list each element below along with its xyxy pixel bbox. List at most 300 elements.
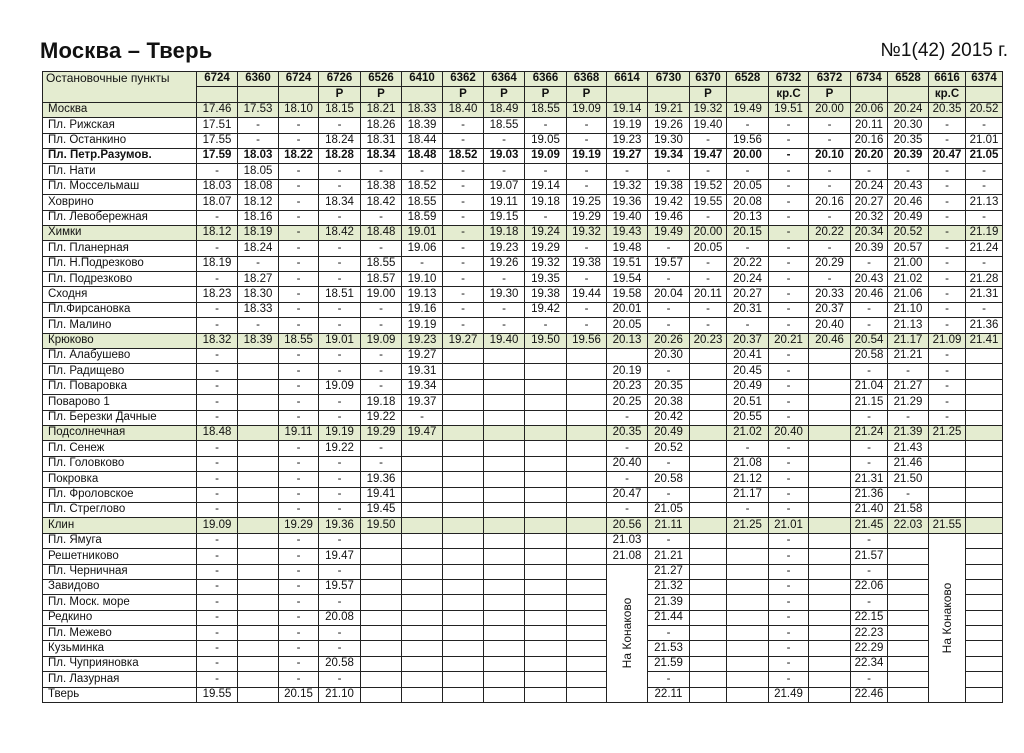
departure-time — [966, 564, 1003, 579]
departure-time: - — [929, 179, 966, 194]
departure-time — [238, 395, 279, 410]
departure-time: 20.42 — [648, 410, 690, 425]
train-number: 6362 — [443, 72, 484, 87]
departure-time — [727, 579, 769, 594]
departure-time — [525, 626, 567, 641]
departure-time — [443, 564, 484, 579]
departure-time: 18.03 — [197, 179, 238, 194]
departure-time: 20.15 — [279, 687, 319, 702]
departure-time: - — [319, 626, 361, 641]
timetable-row — [43, 225, 1003, 240]
departure-time: 18.33 — [402, 102, 443, 117]
departure-time: - — [279, 487, 319, 502]
departure-time: - — [319, 395, 361, 410]
departure-time: - — [929, 302, 966, 317]
departure-time: 20.01 — [607, 302, 648, 317]
departure-time: 21.27 — [648, 564, 690, 579]
departure-time: 19.18 — [361, 395, 402, 410]
departure-time — [484, 502, 525, 517]
departure-time — [567, 502, 607, 517]
departure-time: 19.21 — [648, 102, 690, 117]
departure-time: 21.15 — [851, 395, 888, 410]
train-number: 6374 — [966, 72, 1003, 87]
departure-time: 20.54 — [851, 333, 888, 348]
departure-time: - — [727, 241, 769, 256]
departure-time — [567, 626, 607, 641]
departure-time: 20.32 — [851, 210, 888, 225]
timetable-row — [43, 210, 1003, 225]
departure-time: - — [809, 179, 851, 194]
train-number: 6730 — [648, 72, 690, 87]
route-note-label: На Конаково — [620, 597, 634, 669]
departure-time: - — [525, 164, 567, 179]
departure-time — [484, 656, 525, 671]
departure-time: 19.44 — [567, 287, 607, 302]
departure-time — [567, 379, 607, 394]
departure-time: - — [607, 502, 648, 517]
route-note — [607, 564, 648, 703]
departure-time: - — [769, 287, 809, 302]
stop-name: Пл. Подрезково — [43, 272, 197, 287]
departure-time: - — [809, 210, 851, 225]
departure-time: 18.59 — [402, 210, 443, 225]
timetable-row — [43, 687, 1003, 702]
departure-time: - — [607, 164, 648, 179]
departure-time — [567, 425, 607, 440]
departure-time: - — [769, 502, 809, 517]
departure-time: - — [443, 118, 484, 133]
departure-time: - — [319, 179, 361, 194]
departure-time: 20.00 — [727, 148, 769, 163]
departure-time — [888, 549, 929, 564]
departure-time: 19.40 — [607, 210, 648, 225]
stop-name: Пл. Нати — [43, 164, 197, 179]
departure-time: - — [851, 318, 888, 333]
departure-time: 18.40 — [443, 102, 484, 117]
departure-time: - — [648, 364, 690, 379]
timetable-row — [43, 610, 1003, 625]
departure-time: 19.38 — [648, 179, 690, 194]
departure-time: 19.29 — [279, 518, 319, 533]
train-mark — [648, 87, 690, 102]
stop-name: Пл. Межево — [43, 626, 197, 641]
departure-time — [525, 518, 567, 533]
departure-time — [567, 672, 607, 687]
departure-time: - — [319, 533, 361, 548]
departure-time — [888, 579, 929, 594]
departure-time: - — [769, 533, 809, 548]
departure-time — [567, 395, 607, 410]
departure-time — [567, 456, 607, 471]
departure-time: - — [319, 641, 361, 656]
stop-name: Пл. Останкино — [43, 133, 197, 148]
departure-time: 19.27 — [607, 148, 648, 163]
departure-time: - — [929, 256, 966, 271]
departure-time: 19.30 — [484, 287, 525, 302]
departure-time: - — [888, 364, 929, 379]
departure-time: - — [567, 133, 607, 148]
departure-time — [402, 441, 443, 456]
departure-time: 21.02 — [727, 425, 769, 440]
departure-time: 21.24 — [851, 425, 888, 440]
departure-time — [484, 595, 525, 610]
departure-time: - — [319, 410, 361, 425]
stop-name: Пл. Ямуга — [43, 533, 197, 548]
departure-time: 20.58 — [648, 472, 690, 487]
departure-time: - — [727, 441, 769, 456]
departure-time: - — [648, 672, 690, 687]
departure-time — [238, 549, 279, 564]
departure-time: - — [279, 549, 319, 564]
departure-time: 20.15 — [727, 225, 769, 240]
departure-time — [809, 395, 851, 410]
departure-time: 22.34 — [851, 656, 888, 671]
departure-time — [402, 595, 443, 610]
departure-time: 19.14 — [525, 179, 567, 194]
departure-time: 22.46 — [851, 687, 888, 702]
departure-time — [690, 518, 727, 533]
departure-time: 20.37 — [727, 333, 769, 348]
departure-time — [690, 472, 727, 487]
stop-name: Редкино — [43, 610, 197, 625]
departure-time: - — [769, 579, 809, 594]
departure-time — [484, 579, 525, 594]
departure-time: 19.22 — [361, 410, 402, 425]
departure-time: 19.37 — [402, 395, 443, 410]
departure-time: - — [279, 656, 319, 671]
departure-time — [238, 626, 279, 641]
departure-time: 20.13 — [727, 210, 769, 225]
departure-time: 20.52 — [966, 102, 1003, 117]
departure-time: 20.35 — [929, 102, 966, 117]
stop-name: Крюково — [43, 333, 197, 348]
departure-time: - — [769, 318, 809, 333]
departure-time: - — [361, 456, 402, 471]
departure-time: - — [238, 256, 279, 271]
departure-time: 21.40 — [851, 502, 888, 517]
departure-time: 17.53 — [238, 102, 279, 117]
departure-time: 19.56 — [727, 133, 769, 148]
departure-time: 20.29 — [809, 256, 851, 271]
departure-time — [966, 379, 1003, 394]
departure-time: - — [851, 533, 888, 548]
departure-time: 21.01 — [966, 133, 1003, 148]
timetable-row — [43, 518, 1003, 533]
departure-time: - — [769, 195, 809, 210]
train-number: 6368 — [567, 72, 607, 87]
departure-time: - — [197, 349, 238, 364]
departure-time: 18.30 — [238, 287, 279, 302]
departure-time: - — [769, 118, 809, 133]
departure-time: - — [648, 487, 690, 502]
departure-time: 21.31 — [851, 472, 888, 487]
departure-time — [809, 456, 851, 471]
departure-time: 20.13 — [607, 333, 648, 348]
departure-time: 17.46 — [197, 102, 238, 117]
departure-time — [484, 533, 525, 548]
stop-name: Ховрино — [43, 195, 197, 210]
departure-time: 19.22 — [319, 441, 361, 456]
departure-time — [727, 595, 769, 610]
departure-time: 22.03 — [888, 518, 929, 533]
departure-time: - — [648, 164, 690, 179]
departure-time: 19.09 — [567, 102, 607, 117]
departure-time: 21.41 — [966, 333, 1003, 348]
departure-time: 18.28 — [319, 148, 361, 163]
departure-time: 19.47 — [319, 549, 361, 564]
departure-time: - — [279, 441, 319, 456]
departure-time — [809, 364, 851, 379]
departure-time: 21.17 — [727, 487, 769, 502]
departure-time — [888, 626, 929, 641]
departure-time: - — [851, 410, 888, 425]
stop-name: Тверь — [43, 687, 197, 702]
departure-time: - — [769, 595, 809, 610]
train-mark — [607, 87, 648, 102]
departure-time — [727, 549, 769, 564]
timetable-row — [43, 641, 1003, 656]
departure-time: - — [648, 302, 690, 317]
departure-time: - — [929, 225, 966, 240]
stop-name: Химки — [43, 225, 197, 240]
stop-name: Пл. Лазурная — [43, 672, 197, 687]
departure-time: 19.46 — [648, 210, 690, 225]
departure-time — [238, 379, 279, 394]
departure-time — [238, 672, 279, 687]
departure-time: - — [929, 410, 966, 425]
departure-time: 19.09 — [197, 518, 238, 533]
departure-time — [567, 610, 607, 625]
departure-time — [888, 533, 929, 548]
departure-time — [361, 579, 402, 594]
train-number: 6732 — [769, 72, 809, 87]
departure-time — [888, 564, 929, 579]
departure-time: 20.30 — [648, 349, 690, 364]
departure-time — [443, 425, 484, 440]
departure-time: 18.05 — [238, 164, 279, 179]
departure-time — [443, 595, 484, 610]
departure-time: 19.19 — [567, 148, 607, 163]
departure-time: - — [443, 195, 484, 210]
departure-time: 18.55 — [361, 256, 402, 271]
departure-time: 19.34 — [402, 379, 443, 394]
departure-time: 21.36 — [966, 318, 1003, 333]
train-mark — [851, 87, 888, 102]
departure-time — [809, 687, 851, 702]
departure-time: 21.03 — [607, 533, 648, 548]
timetable-row — [43, 364, 1003, 379]
departure-time: 19.18 — [484, 225, 525, 240]
departure-time — [966, 395, 1003, 410]
departure-time: 19.58 — [607, 287, 648, 302]
train-mark — [402, 87, 443, 102]
departure-time — [966, 672, 1003, 687]
departure-time — [443, 656, 484, 671]
departure-time — [443, 487, 484, 502]
departure-time — [809, 349, 851, 364]
departure-time — [567, 595, 607, 610]
departure-time: - — [769, 164, 809, 179]
departure-time — [443, 379, 484, 394]
departure-time: 19.29 — [567, 210, 607, 225]
timetable-row — [43, 502, 1003, 517]
departure-time — [484, 395, 525, 410]
departure-time: - — [769, 395, 809, 410]
departure-time: - — [888, 410, 929, 425]
departure-time — [690, 595, 727, 610]
departure-time — [484, 441, 525, 456]
departure-time: - — [361, 441, 402, 456]
departure-time — [690, 487, 727, 502]
stop-name: Пл.Фирсановка — [43, 302, 197, 317]
train-number: 6616 — [929, 72, 966, 87]
departure-time — [809, 487, 851, 502]
departure-time — [690, 549, 727, 564]
departure-time — [238, 641, 279, 656]
departure-time: - — [727, 502, 769, 517]
departure-time: 22.11 — [648, 687, 690, 702]
departure-time — [929, 502, 966, 517]
departure-time — [809, 441, 851, 456]
departure-time — [690, 687, 727, 702]
departure-time — [567, 364, 607, 379]
departure-time: 20.20 — [851, 148, 888, 163]
departure-time: - — [279, 641, 319, 656]
departure-time — [809, 626, 851, 641]
departure-time — [484, 425, 525, 440]
departure-time: 19.31 — [402, 364, 443, 379]
departure-time: - — [279, 672, 319, 687]
departure-time: 20.00 — [690, 225, 727, 240]
departure-time — [402, 456, 443, 471]
train-mark — [966, 87, 1003, 102]
departure-time: - — [197, 302, 238, 317]
departure-time: 19.36 — [319, 518, 361, 533]
departure-time: - — [769, 656, 809, 671]
train-mark: Р — [319, 87, 361, 102]
departure-time: 21.53 — [648, 641, 690, 656]
departure-time: - — [607, 441, 648, 456]
departure-time — [567, 656, 607, 671]
departure-time: 19.49 — [648, 225, 690, 240]
departure-time: 20.10 — [809, 148, 851, 163]
departure-time: - — [319, 487, 361, 502]
departure-time: 19.09 — [361, 333, 402, 348]
departure-time — [443, 410, 484, 425]
departure-time: - — [727, 118, 769, 133]
departure-time — [238, 410, 279, 425]
departure-time — [567, 349, 607, 364]
departure-time: 21.57 — [851, 549, 888, 564]
departure-time: - — [279, 318, 319, 333]
departure-time — [690, 349, 727, 364]
departure-time — [567, 518, 607, 533]
departure-time: 21.43 — [888, 441, 929, 456]
departure-time: 19.18 — [525, 195, 567, 210]
departure-time — [238, 502, 279, 517]
departure-time — [929, 487, 966, 502]
departure-time: - — [769, 256, 809, 271]
departure-time: - — [197, 472, 238, 487]
departure-time: 18.38 — [361, 179, 402, 194]
train-mark: кр.С — [929, 87, 966, 102]
departure-time: - — [851, 364, 888, 379]
departure-time: - — [319, 241, 361, 256]
departure-time — [690, 533, 727, 548]
departure-time: 19.00 — [361, 287, 402, 302]
train-number: 6364 — [484, 72, 525, 87]
departure-time — [525, 425, 567, 440]
departure-time: 18.24 — [319, 133, 361, 148]
departure-time: 19.42 — [648, 195, 690, 210]
departure-time: 18.48 — [197, 425, 238, 440]
departure-time: 20.37 — [809, 302, 851, 317]
departure-time — [525, 395, 567, 410]
departure-time — [525, 472, 567, 487]
departure-time: 19.01 — [402, 225, 443, 240]
departure-time: 19.41 — [361, 487, 402, 502]
departure-time: 20.41 — [727, 349, 769, 364]
stop-name: Пл. Малино — [43, 318, 197, 333]
stop-name: Пл. Левобережная — [43, 210, 197, 225]
departure-time: 18.39 — [238, 333, 279, 348]
timetable-row — [43, 626, 1003, 641]
departure-time — [690, 395, 727, 410]
departure-time — [238, 364, 279, 379]
departure-time: 19.23 — [484, 241, 525, 256]
departure-time: 19.16 — [402, 302, 443, 317]
departure-time: - — [197, 656, 238, 671]
departure-time: 21.05 — [966, 148, 1003, 163]
departure-time — [690, 579, 727, 594]
departure-time: - — [197, 364, 238, 379]
departure-time — [402, 687, 443, 702]
train-number: 6528 — [727, 72, 769, 87]
departure-time: 18.03 — [238, 148, 279, 163]
departure-time: 19.55 — [690, 195, 727, 210]
departure-time: 18.31 — [361, 133, 402, 148]
departure-time: 20.24 — [851, 179, 888, 194]
departure-time: 18.32 — [197, 333, 238, 348]
timetable-row — [43, 410, 1003, 425]
departure-time: - — [279, 626, 319, 641]
departure-time — [567, 533, 607, 548]
departure-time: - — [567, 241, 607, 256]
stop-name: Пл. Черничная — [43, 564, 197, 579]
stop-name: Пл. Моск. море — [43, 595, 197, 610]
departure-time — [966, 425, 1003, 440]
departure-time: - — [607, 472, 648, 487]
departure-time: 18.27 — [238, 272, 279, 287]
departure-time: 19.34 — [648, 148, 690, 163]
departure-time: - — [443, 179, 484, 194]
departure-time — [690, 656, 727, 671]
departure-time: 21.27 — [888, 379, 929, 394]
departure-time: 19.36 — [607, 195, 648, 210]
departure-time: 21.31 — [966, 287, 1003, 302]
stop-name: Пл. Березки Дачные — [43, 410, 197, 425]
departure-time: 19.32 — [690, 102, 727, 117]
timetable-row — [43, 179, 1003, 194]
departure-time: 21.55 — [929, 518, 966, 533]
departure-time: 19.15 — [484, 210, 525, 225]
departure-time: - — [361, 164, 402, 179]
departure-time — [690, 672, 727, 687]
departure-time: - — [443, 302, 484, 317]
departure-time — [929, 472, 966, 487]
departure-time — [690, 425, 727, 440]
departure-time: - — [851, 441, 888, 456]
